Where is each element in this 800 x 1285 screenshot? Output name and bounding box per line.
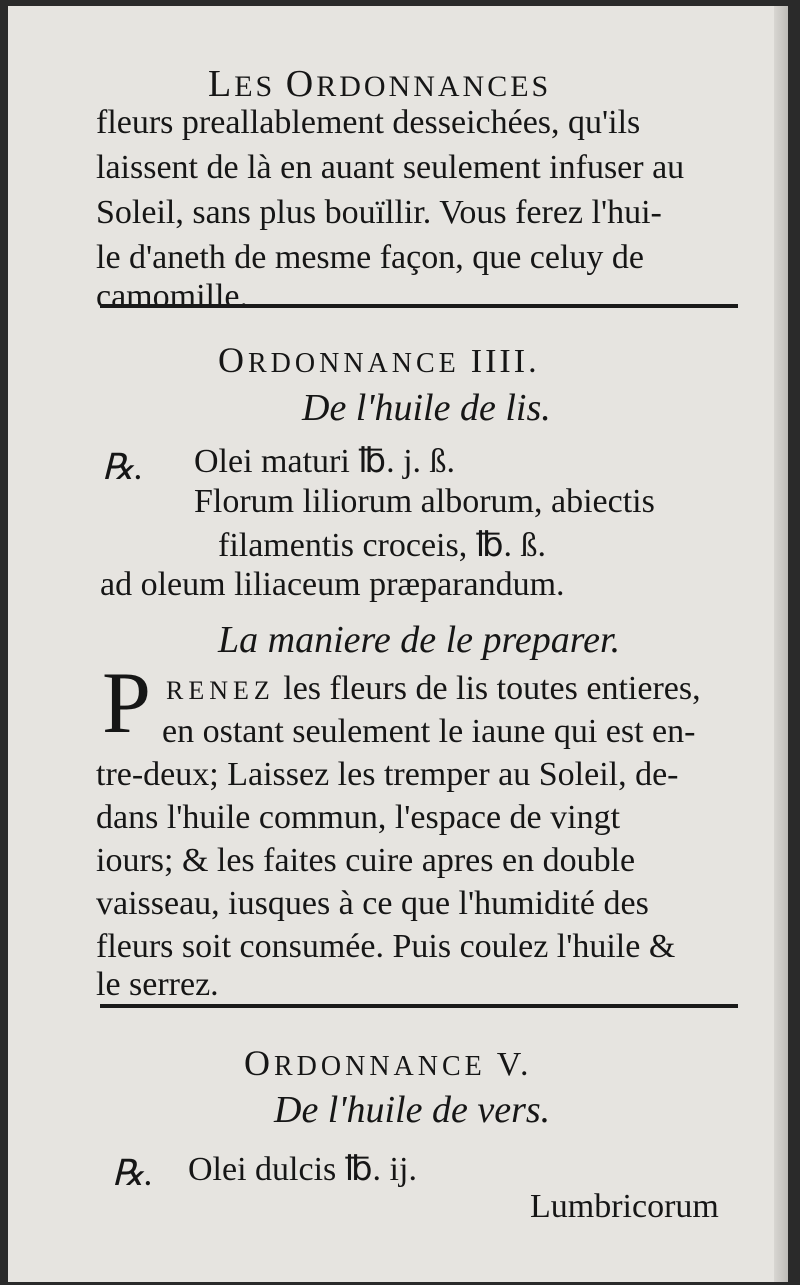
text-line: fleurs preallablement desseichées, qu'ils — [96, 104, 641, 141]
recipe-line: ad oleum liliaceum præparandum. — [100, 566, 565, 603]
section-divider — [100, 304, 738, 308]
text-line: Soleil, sans plus bouïllir. Vous ferez l'hui- — [96, 194, 662, 231]
recipe-symbol: ℞. — [112, 1153, 154, 1193]
drop-cap: P — [102, 655, 151, 752]
paragraph-line: fleurs soit consumée. Puis coulez l'huile & — [96, 928, 676, 965]
running-head-initial-2: O — [285, 63, 317, 105]
recipe-line: filamentis croceis, ℔. ß. — [218, 527, 547, 564]
heading-number: V. — [496, 1046, 532, 1083]
paragraph-line: vaisseau, iusques à ce que l'humidité des — [96, 885, 649, 922]
heading-initial: O — [244, 1043, 274, 1083]
paragraph-line: dans l'huile commun, l'espace de vingt — [96, 799, 621, 836]
recipe-line: Olei dulcis ℔. ij. — [188, 1151, 417, 1188]
text-line: le d'aneth de mesme façon, que celuy de — [96, 239, 645, 276]
page-edge-shadow — [774, 6, 788, 1282]
paragraph-line-text: les fleurs de lis toutes entieres, — [274, 670, 701, 707]
first-word-caps: RENEZ — [166, 676, 275, 705]
paragraph-line — [166, 670, 701, 708]
method-heading: La maniere de le preparer. — [218, 619, 621, 661]
heading-rest: RDONNANCE — [274, 1051, 486, 1082]
running-head-initial: L — [208, 63, 235, 105]
paragraph-line: iours; & les faites cuire apres en double — [96, 842, 636, 879]
section-subtitle: De l'huile de lis. — [302, 387, 551, 429]
running-head-small-caps: ES — [234, 70, 286, 103]
paragraph-line: le serrez. — [96, 966, 219, 1003]
recipe-symbol: ℞. — [102, 447, 144, 487]
book-page — [8, 6, 788, 1282]
paragraph-line: tre-deux; Laissez les tremper au Soleil, de- — [96, 756, 679, 793]
paragraph-line: en ostant seulement le iaune qui est en- — [162, 713, 696, 750]
section-divider — [100, 1004, 738, 1008]
section-subtitle: De l'huile de vers. — [274, 1089, 551, 1131]
recipe-line: Olei maturi ℔. j. ß. — [194, 443, 456, 480]
running-head-rest: RDONNANCES — [316, 70, 552, 103]
running-head — [208, 62, 551, 106]
text-line: laissent de là en auant seulement infuser au — [96, 149, 685, 186]
heading-rest: RDONNANCE — [248, 348, 460, 379]
ordonnance-heading — [244, 1042, 531, 1084]
catchword: Lumbricorum — [530, 1188, 719, 1225]
heading-initial: O — [218, 340, 248, 380]
ordonnance-heading — [218, 339, 540, 381]
text-line: camomille. — [96, 278, 249, 315]
heading-number: IIII. — [470, 343, 540, 380]
recipe-line: Florum liliorum alborum, abiectis — [194, 483, 655, 520]
